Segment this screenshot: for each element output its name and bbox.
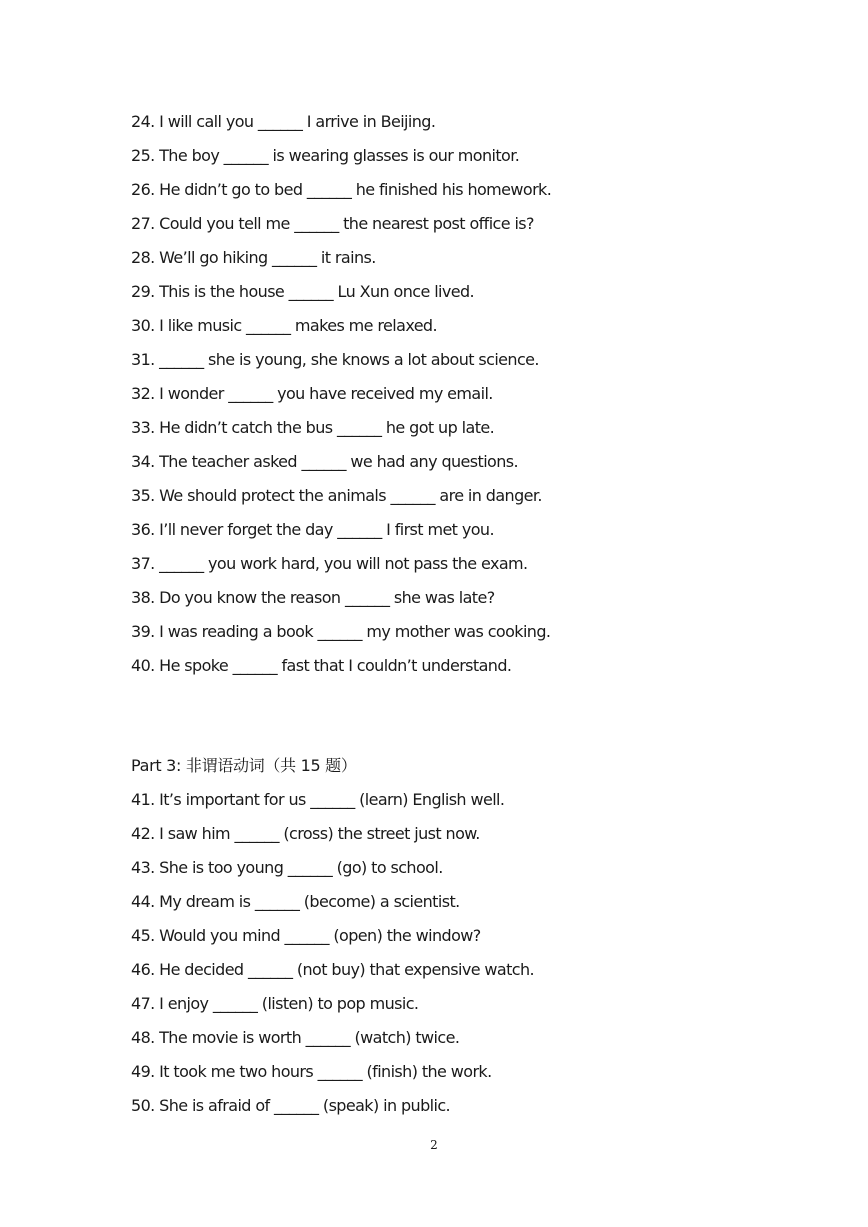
question-44: 44. My dream is ______ (become) a scientist.	[131, 892, 460, 911]
question-36: 36. I’ll never forget the day ______ I first met you.	[131, 520, 494, 539]
question-43: 43. She is too young ______ (go) to school.	[131, 858, 443, 877]
question-49: 49. It took me two hours ______ (finish) the work.	[131, 1062, 492, 1081]
question-41: 41. It’s important for us ______ (learn) English well.	[131, 790, 505, 809]
question-46: 46. He decided ______ (not buy) that expensive watch.	[131, 960, 535, 979]
question-25: 25. The boy ______ is wearing glasses is our monitor.	[131, 146, 520, 165]
question-47: 47. I enjoy ______ (listen) to pop music.	[131, 994, 419, 1013]
question-42: 42. I saw him ______ (cross) the street just now.	[131, 824, 480, 843]
question-32: 32. I wonder ______ you have received my email.	[131, 384, 493, 403]
question-26: 26. He didn’t go to bed ______ he finished his homework.	[131, 180, 552, 199]
question-33: 33. He didn’t catch the bus ______ he got up late.	[131, 418, 495, 437]
question-34: 34. The teacher asked ______ we had any questions.	[131, 452, 519, 471]
question-40: 40. He spoke ______ fast that I couldn’t understand.	[131, 656, 512, 675]
question-50: 50. She is afraid of ______ (speak) in public.	[131, 1096, 451, 1115]
part-2-question-list	[131, 110, 811, 688]
part-3-section	[131, 754, 811, 1128]
question-39: 39. I was reading a book ______ my mother was cooking.	[131, 622, 551, 641]
section-heading: Part 3: 非谓语动词（共 15 题）	[131, 756, 357, 775]
question-30: 30. I like music ______ makes me relaxed.	[131, 316, 437, 335]
question-27: 27. Could you tell me ______ the nearest post office is?	[131, 214, 534, 233]
question-35: 35. We should protect the animals ______ are in danger.	[131, 486, 542, 505]
question-38: 38. Do you know the reason ______ she was late?	[131, 588, 495, 607]
question-31: 31. ______ she is young, she knows a lot about science.	[131, 350, 539, 369]
question-45: 45. Would you mind ______ (open) the window?	[131, 926, 481, 945]
question-48: 48. The movie is worth ______ (watch) twice.	[131, 1028, 460, 1047]
question-28: 28. We’ll go hiking ______ it rains.	[131, 248, 376, 267]
question-29: 29. This is the house ______ Lu Xun once lived.	[131, 282, 475, 301]
question-24: 24. I will call you ______ I arrive in Beijing.	[131, 112, 436, 131]
question-37: 37. ______ you work hard, you will not pass the exam.	[131, 554, 528, 573]
page-number: 2	[430, 1138, 438, 1152]
